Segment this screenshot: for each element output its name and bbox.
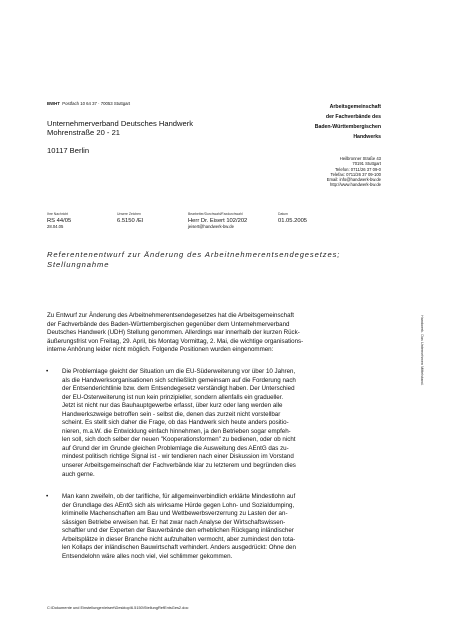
intro-line: äußerungsfrist von Freitag, 29. April, bis Montag Vormittag, 2. Mai, die wichtige organisations- [47, 337, 304, 345]
reference-value: Herr Dr. Eisert 102/202 [188, 217, 248, 224]
bullet-line: auf Grund der im Grunde gleichen Problemlage die Ausweitung des AEntG das zu- [62, 444, 289, 452]
reference-label: Datum [278, 212, 288, 216]
bullet-line: kriminelle Machenschaften am Bau und Wettbewerbsverzerrung zu Lasten der an- [62, 510, 288, 518]
side-slogan: Handwerk. Das Unternehmen Mittelstand. [420, 315, 424, 386]
bullet-line: Jetzt ist nicht nur das Bauhauptgewerbe erfasst, über kurz oder lang werden alle [62, 402, 283, 410]
bullet-line: der Entsenderichtlinie bzw. dem Entsendegesetz verständigt haben. Der Unterschied [62, 385, 295, 393]
bullet-point-2 [46, 493, 375, 561]
reference-handler [188, 212, 247, 229]
reference-label: Bearbeiter/Durchwahl/Faxdurchwahl [188, 212, 243, 216]
intro-line: interne Anhörung leider nicht möglich. Folgende Positionen wurden eingenommen: [47, 346, 274, 354]
recipient-city: 10117 Berlin [47, 146, 90, 155]
reference-sub: jeisert@handwerk-bw.de [188, 224, 234, 229]
intro-paragraph [47, 312, 375, 355]
org-line: Handwerks [353, 134, 381, 140]
reference-value: 6.5150 /El [117, 217, 144, 224]
org-line: Arbeitsgemeinschaft [329, 104, 381, 110]
contact-website: http://www.handwerk-bw.de [330, 182, 381, 188]
bullet-line: schaftler und der Experten der Bauverbände den erheblichen Rückgang inländischer [62, 527, 294, 535]
bullet-marker-icon: • [46, 368, 49, 375]
intro-line: der Fachverbände des Baden-Württembergischen gegenüber dem Unternehmerverband [47, 320, 290, 328]
subject-line: Referentenentwurf zur Änderung des Arbeitnehmerentsendegesetzes; [47, 250, 341, 259]
bullet-line: der EU-Osterweiterung ist nun kein prinzipieller, sondern allenfalls ein gradueller. [62, 393, 284, 401]
bullet-line: Entsendelohn wäre alles noch viel, viel schlimmer gekommen. [62, 552, 233, 560]
recipient-line: Mohrenstraße 20 - 21 [47, 128, 121, 137]
org-line: der Fachverbände des [325, 114, 381, 120]
reference-your-message [47, 212, 71, 229]
contact-street: Heilbronner Straße 43 [339, 156, 381, 161]
bullet-line: len Kollaps der inländischen Bauwirtschaft verhindert. Anders ausgedrückt: Ohne den [62, 544, 296, 552]
bullet-line: als die Handwerksorganisationen sich schließlich gemeinsam auf die Forderung nach [62, 376, 296, 384]
bullet-line: Die Problemlage gleicht der Situation um die EU-Süderweiterung vor über 10 Jahren, [62, 368, 296, 375]
reference-our-sign [117, 212, 143, 224]
bullet-line: der Grundlage des AEntG sich als wirksame Hürde gegen Lohn- und Sozialdumping, [62, 501, 295, 509]
sender-postal-address: Postfach 10 64 37 · 70053 Stuttgart [62, 101, 131, 106]
bullet-line: Man kann zweifeln, ob der tarifliche, für allgemeinverbindlich erklärte Mindestlohn auf [62, 493, 296, 500]
bullet-line: Handwerkszweige betroffen sein - selbst die, denen das zurzeit nicht vorstellbar [62, 410, 281, 418]
bullet-line: len soll, sich doch selber der neuen "Kooperationsformen" zu bedienen, oder ob nicht [62, 436, 296, 444]
bullet-point-1 [46, 368, 375, 479]
contact-fax: Telefax: 0711/26 37 09-100 [330, 171, 381, 177]
recipient-line: Unternehmerverband Deutsches Handwerk [47, 119, 194, 128]
reference-value: RS 44/05 [47, 217, 72, 224]
reference-label: Unsere Zeichen [117, 212, 141, 216]
reference-date [278, 212, 307, 224]
contact-city: 70191 Stuttgart [352, 161, 381, 167]
bullet-line: auch gerne. [62, 470, 95, 478]
bullet-line: unserer Arbeitsgemeinschaft der Fachverbände klar zu letzterem und begründen dies [62, 462, 296, 470]
footer-file-path: C:\Dokumente und Einstellungen\eisert\Desktop\6.5150\StellungRefEntsGes2.doc [47, 605, 189, 610]
organization-name-block [231, 102, 381, 142]
sender-abbreviation: BWHT [47, 101, 60, 106]
reference-label: Ihre Nachricht [47, 212, 69, 216]
bullet-line: mindest politisch richtige Signal ist - wir tendieren nach einer Diskussion im Vorstand [62, 453, 294, 461]
contact-phone: Telefon: 0711/26 37 09-0 [334, 166, 381, 172]
sender-return-address [47, 101, 130, 106]
subject-line: Stellungnahme [47, 259, 110, 269]
bullet-line: scheint. Es stellt sich daher die Frage, ob das Handwerk sich heute anders positio- [62, 419, 289, 427]
bullet-line: nieren, m.a.W. die Entwicklung einfach hinnehmen, ja den Betrieben sogar empfeh- [62, 427, 291, 435]
letter-subject [47, 250, 340, 269]
intro-line: Deutsches Handwerk (UDH) Stellung genommen. Allerdings war innerhalb der kurzen Rück- [47, 329, 300, 337]
reference-sub: 28.04.05 [47, 224, 64, 229]
org-line: Baden-Württembergischen [314, 124, 381, 130]
intro-line: Zu Entwurf zur Änderung des Arbeitnehmerentsendegesetzes hat die Arbeitsgemeinschaft [47, 312, 294, 319]
recipient-address [47, 119, 193, 137]
reference-value: 01.05.2005 [278, 217, 308, 224]
bullet-line: sässigen Betriebe erweisen hat. Er hat zwar nach Analyse der Wirtschaftswissen- [62, 518, 286, 526]
contact-info-block [261, 156, 381, 188]
bullet-line: Arbeitsplätze in dieser Branche nicht aufzuhalten vermocht, aber zumindest den tota- [62, 535, 296, 543]
contact-email: Email: info@handwerk-bw.de [326, 177, 381, 183]
bullet-marker-icon: • [46, 493, 49, 500]
